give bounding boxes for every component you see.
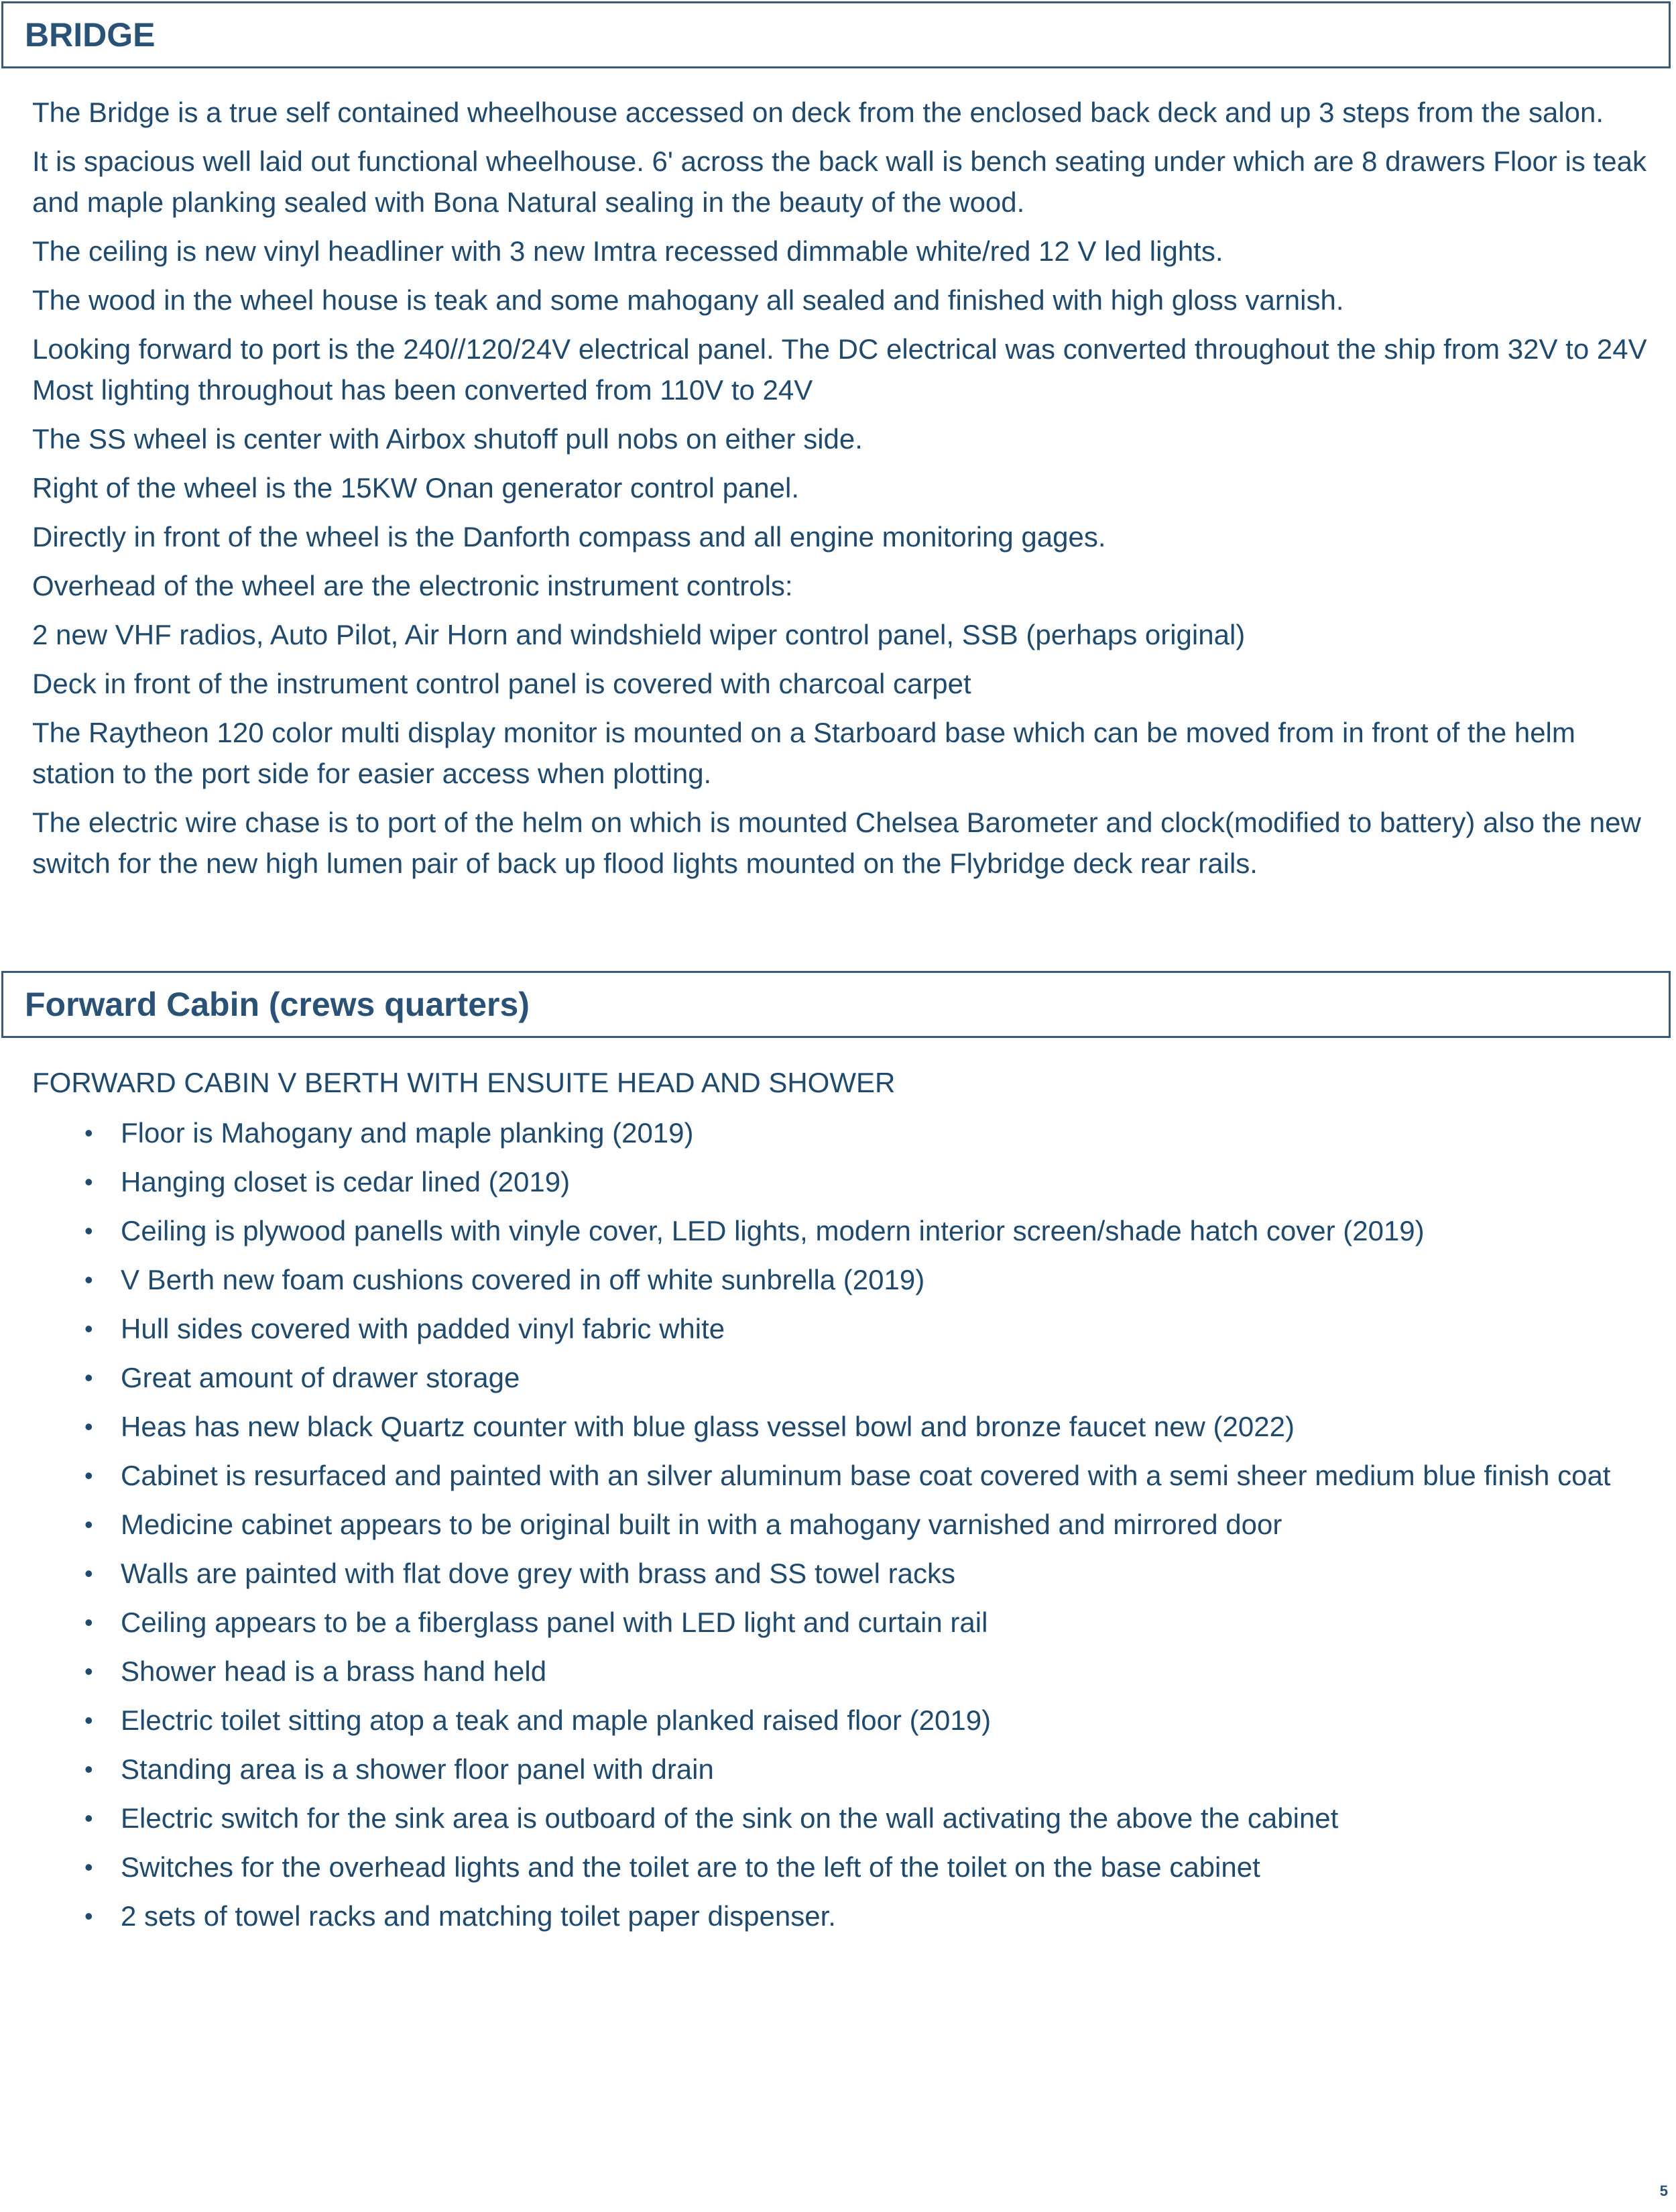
list-item-text: 2 sets of towel racks and matching toilet paper dispenser.	[121, 1900, 836, 1932]
bullet-icon: •	[84, 1315, 93, 1342]
list-item-text: Ceiling appears to be a fiberglass panel with LED light and curtain rail	[121, 1607, 988, 1638]
list-item-text: Ceiling is plywood panells with vinyle cover, LED lights, modern interior screen/shade hatch cover (2019)	[121, 1215, 1425, 1246]
list-item	[32, 1406, 1634, 1447]
list-item	[32, 1749, 1634, 1790]
bullet-icon: •	[84, 1413, 93, 1440]
list-item	[32, 1161, 1634, 1202]
list-item-text: Switches for the overhead lights and the toilet are to the left of the toilet on the base cabinet	[121, 1851, 1260, 1883]
bullet-icon: •	[84, 1217, 93, 1244]
list-item	[32, 1455, 1634, 1496]
list-item-text: Standing area is a shower floor panel with drain	[121, 1753, 714, 1785]
list-item	[32, 1308, 1634, 1349]
list-item	[32, 1112, 1634, 1153]
list-item	[32, 1357, 1634, 1398]
bridge-paragraph: The Bridge is a true self contained wheelhouse accessed on deck from the enclosed back deck and up 3 steps from the salon.	[32, 97, 1604, 128]
list-item	[32, 1602, 1634, 1643]
bridge-paragraph: The SS wheel is center with Airbox shutoff pull nobs on either side.	[32, 423, 863, 455]
bridge-paragraph: Looking forward to port is the 240//120/24V electrical panel. The DC electrical was converted throughout the ship from 32V to 24V Most lighting throughout has been converted from 110V to 24V	[32, 333, 1647, 406]
list-item-text: Electric toilet sitting atop a teak and maple planked raised floor (2019)	[121, 1704, 992, 1736]
bridge-section-header	[1, 1, 1671, 68]
list-item	[32, 1798, 1634, 1839]
bridge-title: BRIDGE	[25, 16, 156, 54]
bridge-paragraph: Overhead of the wheel are the electronic instrument controls:	[32, 570, 793, 601]
bridge-paragraph: It is spacious well laid out functional wheelhouse. 6' across the back wall is bench seating under which are 8 drawers Floor is teak and maple planking sealed with Bona Natural sealing in the beauty of the wood.	[32, 145, 1647, 218]
bullet-icon: •	[84, 1657, 93, 1685]
list-item	[32, 1504, 1634, 1545]
bullet-icon: •	[84, 1462, 93, 1489]
bullet-icon: •	[84, 1755, 93, 1783]
bullet-icon: •	[84, 1266, 93, 1293]
list-item-text: Shower head is a brass hand held	[121, 1655, 547, 1687]
list-item	[32, 1259, 1634, 1300]
list-item-text: Hanging closet is cedar lined (2019)	[121, 1166, 571, 1198]
forward-cabin-title: Forward Cabin (crews quarters)	[25, 986, 530, 1023]
bullet-icon: •	[84, 1706, 93, 1734]
bullet-icon: •	[84, 1609, 93, 1636]
list-item-text: V Berth new foam cushions covered in off white sunbrella (2019)	[121, 1264, 925, 1295]
bridge-paragraph: 2 new VHF radios, Auto Pilot, Air Horn and windshield wiper control panel, SSB (perhaps original)	[32, 619, 1246, 650]
bridge-paragraph: Directly in front of the wheel is the Danforth compass and all engine monitoring gages.	[32, 521, 1106, 552]
bridge-paragraph: Right of the wheel is the 15KW Onan generator control panel.	[32, 472, 800, 504]
bridge-paragraph: The electric wire chase is to port of the helm on which is mounted Chelsea Barometer and clock(modified to battery) also the new switch for the new high lumen pair of back up flood lights mounted on the Flybridge deck rear rails.	[32, 807, 1641, 879]
bullet-icon: •	[84, 1364, 93, 1391]
list-item	[32, 1700, 1634, 1741]
bridge-paragraph: The wood in the wheel house is teak and some mahogany all sealed and finished with high gloss varnish.	[32, 284, 1344, 316]
list-item	[32, 1553, 1634, 1594]
bullet-icon: •	[84, 1560, 93, 1587]
bridge-body	[32, 92, 1648, 892]
page-number: 5	[1659, 2182, 1668, 2199]
list-item	[32, 1651, 1634, 1692]
bullet-icon: •	[84, 1511, 93, 1538]
bridge-paragraph: Deck in front of the instrument control panel is covered with charcoal carpet	[32, 668, 971, 699]
bullet-icon: •	[84, 1119, 93, 1147]
bullet-icon: •	[84, 1853, 93, 1881]
bridge-paragraph: The Raytheon 120 color multi display monitor is mounted on a Starboard base which can be moved from in front of the helm station to the port side for easier access when plotting.	[32, 717, 1575, 789]
list-item-text: Hull sides covered with padded vinyl fabric white	[121, 1313, 725, 1344]
list-item	[32, 1847, 1634, 1887]
list-item-text: Walls are painted with flat dove grey with brass and SS towel racks	[121, 1558, 956, 1589]
forward-cabin-list	[32, 1112, 1634, 1944]
list-item-text: Heas has new black Quartz counter with blue glass vessel bowl and bronze faucet new (2022)	[121, 1411, 1295, 1442]
bridge-paragraph: The ceiling is new vinyl headliner with 3 new Imtra recessed dimmable white/red 12 V led lights.	[32, 235, 1223, 267]
list-item-text: Electric switch for the sink area is outboard of the sink on the wall activating the above the cabinet	[121, 1802, 1339, 1834]
forward-cabin-intro: FORWARD CABIN V BERTH WITH ENSUITE HEAD AND SHOWER	[32, 1067, 896, 1098]
bullet-icon: •	[84, 1804, 93, 1832]
list-item-text: Cabinet is resurfaced and painted with an silver aluminum base coat covered with a semi sheer medium blue finish coat	[121, 1460, 1611, 1491]
list-item-text: Floor is Mahogany and maple planking (2019)	[121, 1117, 694, 1149]
bullet-icon: •	[84, 1902, 93, 1930]
list-item	[32, 1896, 1634, 1936]
forward-cabin-section-header	[1, 971, 1671, 1038]
bullet-icon: •	[84, 1168, 93, 1196]
list-item-text: Great amount of drawer storage	[121, 1362, 520, 1393]
list-item-text: Medicine cabinet appears to be original built in with a mahogany varnished and mirrored door	[121, 1509, 1282, 1540]
list-item	[32, 1210, 1634, 1251]
